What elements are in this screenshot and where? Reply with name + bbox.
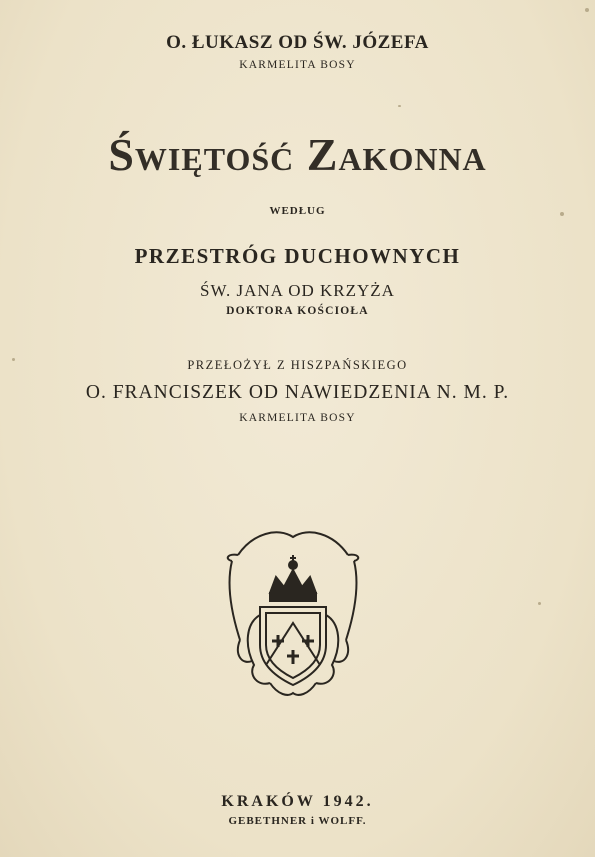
paper-speck (12, 358, 15, 361)
translator-order: KARMELITA BOSY (239, 412, 356, 424)
paper-speck (560, 212, 564, 216)
translation-note: PRZEŁOŻYŁ Z HISZPAŃSKIEGO (187, 358, 408, 372)
carmelite-coat-of-arms-icon (218, 515, 368, 710)
translator-name: O. FRANCISZEK OD NAWIEDZENIA N. M. P. (85, 382, 510, 403)
saint-title: DOKTORA KOŚCIOŁA (226, 305, 369, 317)
book-subtitle: PRZESTRÓG DUCHOWNYCH (134, 244, 461, 268)
preposition: WEDŁUG (269, 205, 326, 217)
paper-speck (538, 602, 541, 605)
paper-speck (585, 8, 589, 12)
author-order: KARMELITA BOSY (239, 59, 356, 71)
author-name: O. ŁUKASZ OD ŚW. JÓZEFA (166, 32, 429, 53)
paper-speck (398, 105, 401, 107)
book-title: Świętość Zakonna (108, 129, 487, 180)
imprint-city-year: KRAKÓW 1942. (221, 793, 374, 810)
imprint-publisher: GEBETHNER i WOLFF. (228, 815, 367, 827)
saint-name: ŚW. JANA OD KRZYŻA (200, 281, 395, 300)
